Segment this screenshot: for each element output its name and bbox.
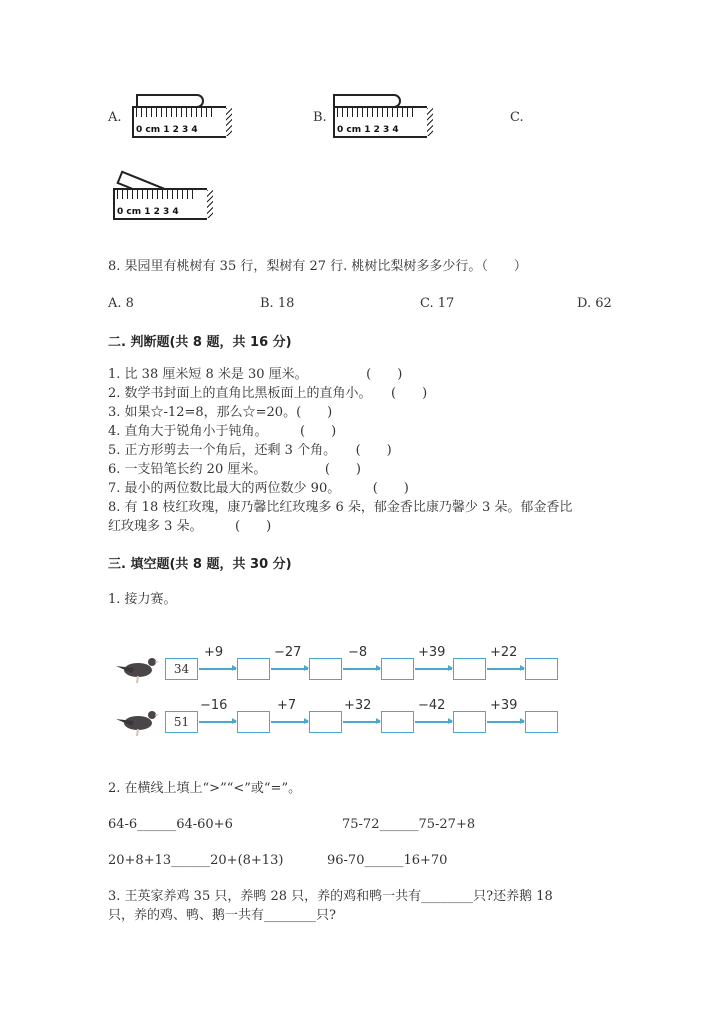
relay-answer-box[interactable] xyxy=(309,658,342,680)
relay-answer-box[interactable] xyxy=(381,658,414,680)
q8-option-b[interactable]: B. 18 xyxy=(260,296,295,311)
compare-item-3[interactable]: 20+8+13______20+(8+13) xyxy=(108,853,284,868)
compare-item-1[interactable]: 64-6______64-60+6 xyxy=(108,817,233,832)
pigeon-icon xyxy=(112,654,162,686)
relay-op: −27 xyxy=(274,645,302,660)
relay-answer-box[interactable] xyxy=(525,658,558,680)
section-3-title: 三. 填空题(共 8 题，共 30 分) xyxy=(108,557,292,572)
arrow-icon xyxy=(271,668,308,670)
ruler-image-a xyxy=(132,94,242,138)
relay-op: −16 xyxy=(200,698,228,713)
relay-answer-box[interactable] xyxy=(237,711,270,733)
ruler-image-b xyxy=(333,94,443,138)
relay-op: +9 xyxy=(204,645,224,660)
compare-item-4[interactable]: 96-70______16+70 xyxy=(327,853,448,868)
relay-chain-2 xyxy=(112,698,572,743)
tf-item-1: 1. 比 38 厘米短 8 米是 30 厘米。 ( ) xyxy=(108,367,403,382)
tf-item-4: 4. 直角大于锐角小于钝角。 ( ) xyxy=(108,424,337,439)
arrow-icon xyxy=(487,668,524,670)
tf-item-5: 5. 正方形剪去一个角后，还剩 3 个角。 ( ) xyxy=(108,443,392,458)
tf-item-6: 6. 一支铅笔长约 20 厘米。 ( ) xyxy=(108,462,361,477)
relay-op: +32 xyxy=(344,698,372,713)
relay-op: +39 xyxy=(490,698,518,713)
tf-item-2: 2. 数学书封面上的直角比黑板面上的直角小。 ( ) xyxy=(108,386,428,401)
section-2-title: 二. 判断题(共 8 题，共 16 分) xyxy=(108,335,292,350)
tf-item-3: 3. 如果☆-12=8，那么☆=20。( ) xyxy=(108,405,333,420)
relay-op: −8 xyxy=(348,645,368,660)
q8-option-c[interactable]: C. 17 xyxy=(420,296,455,311)
arrow-icon xyxy=(487,721,524,723)
tf-item-7: 7. 最小的两位数比最大的两位数少 90。 ( ) xyxy=(108,481,409,496)
arrow-icon xyxy=(199,721,236,723)
q8-option-d[interactable]: D. 62 xyxy=(577,296,612,311)
arrow-icon xyxy=(415,721,452,723)
relay-op: +39 xyxy=(418,645,446,660)
relay-op: +22 xyxy=(490,645,518,660)
tf-item-8: 8. 有 18 枝红玫瑰，康乃馨比红玫瑰多 6 朵，郁金香比康乃馨少 3 朵。郁金香比 xyxy=(108,500,573,515)
ruler-image-c xyxy=(113,160,223,218)
option-b-label[interactable]: B. xyxy=(313,110,327,125)
option-a-label[interactable]: A. xyxy=(108,110,122,125)
compare-item-2[interactable]: 75-72______75-27+8 xyxy=(342,817,476,832)
relay-answer-box[interactable] xyxy=(309,711,342,733)
relay-answer-box[interactable] xyxy=(525,711,558,733)
relay-op: −42 xyxy=(418,698,446,713)
relay-answer-box[interactable] xyxy=(453,658,486,680)
relay-op: +7 xyxy=(277,698,297,713)
fill-q1-label: 1. 接力赛。 xyxy=(108,592,177,607)
relay-chain-1 xyxy=(112,645,572,690)
option-c-label[interactable]: C. xyxy=(510,110,524,125)
relay-answer-box[interactable] xyxy=(237,658,270,680)
fill-q2-label: 2. 在横线上填上“>”“<”或“=”。 xyxy=(108,781,302,796)
question-8-text: 8. 果园里有桃树有 35 行，梨树有 27 行. 桃树比梨树多多少行。（ ） xyxy=(108,259,527,274)
arrow-icon xyxy=(343,668,380,670)
relay-start-box: 34 xyxy=(165,658,198,680)
arrow-icon xyxy=(271,721,308,723)
relay-answer-box[interactable] xyxy=(381,711,414,733)
arrow-icon xyxy=(415,668,452,670)
relay-answer-box[interactable] xyxy=(453,711,486,733)
q8-option-a[interactable]: A. 8 xyxy=(108,296,134,311)
fill-q3-line1: 3. 王英家养鸡 35 只，养鸭 28 只，养的鸡和鸭一共有________只?还养鹅 18 xyxy=(108,889,553,904)
ruler-icon: 0 cm 1 2 3 4 xyxy=(113,188,207,220)
ruler-icon: 0 cm 1 2 3 4 xyxy=(132,106,226,138)
arrow-icon xyxy=(199,668,236,670)
arrow-icon xyxy=(343,721,380,723)
relay-start-box: 51 xyxy=(165,711,198,733)
pigeon-icon xyxy=(112,707,162,739)
ruler-icon: 0 cm 1 2 3 4 xyxy=(333,106,427,138)
tf-item-8-cont: 红玫瑰多 3 朵。 ( ) xyxy=(108,519,272,534)
true-false-list xyxy=(108,365,572,536)
fill-q3-line2: 只，养的鸡、鸭、鹅一共有________只? xyxy=(108,908,336,923)
